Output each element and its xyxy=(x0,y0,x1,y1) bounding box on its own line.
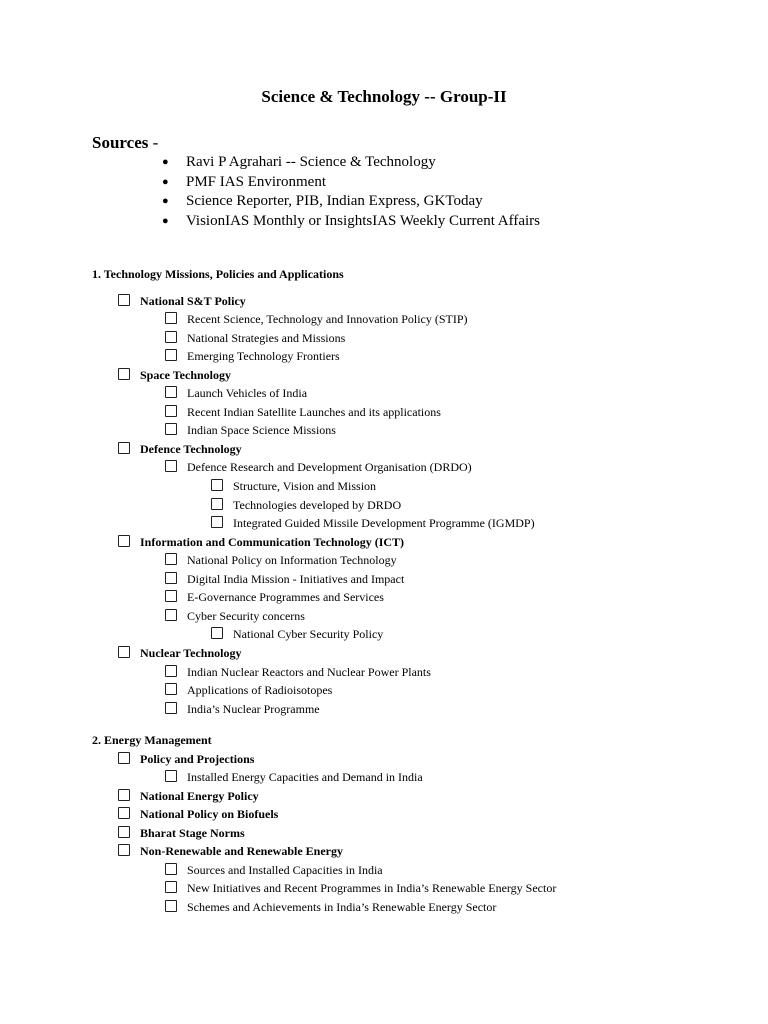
checkbox-icon[interactable] xyxy=(165,881,177,893)
checkbox-icon[interactable] xyxy=(118,646,130,658)
checklist-item xyxy=(165,551,397,569)
checklist-item xyxy=(118,824,245,842)
checklist-item-label: Indian Nuclear Reactors and Nuclear Power Plants xyxy=(187,664,431,679)
checklist-item xyxy=(118,366,231,384)
checkbox-icon[interactable] xyxy=(118,442,130,454)
checklist-item-label: Launch Vehicles of India xyxy=(187,386,308,401)
checklist-item-label: Integrated Guided Missile Development Programme (IGMDP) xyxy=(233,516,535,531)
bullet-icon: ● xyxy=(162,214,169,227)
source-item xyxy=(0,153,540,173)
checkbox-icon[interactable] xyxy=(211,498,223,510)
checklist-item-label: Policy and Projections xyxy=(140,751,255,766)
sources-heading xyxy=(92,133,158,153)
checklist-item xyxy=(118,842,343,860)
checklist-item-label: Sources and Installed Capacities in India xyxy=(187,862,383,877)
checklist-item-label: India’s Nuclear Programme xyxy=(187,701,320,716)
section-heading: 2. Energy Management xyxy=(92,733,212,747)
checkbox-icon[interactable] xyxy=(165,349,177,361)
checkbox-icon[interactable] xyxy=(165,665,177,677)
checklist-item-label: Nuclear Technology xyxy=(140,645,242,660)
source-item xyxy=(0,212,540,232)
checkbox-icon[interactable] xyxy=(165,553,177,565)
checklist-item xyxy=(165,384,307,402)
checklist-item xyxy=(165,861,383,879)
source-item xyxy=(0,192,540,212)
checklist-item xyxy=(118,805,278,823)
bullet-icon: ● xyxy=(162,195,169,207)
checkbox-icon[interactable] xyxy=(165,331,177,343)
checklist-item xyxy=(165,607,305,625)
checkbox-icon[interactable] xyxy=(211,479,223,491)
checklist-item-label: Non-Renewable and Renewable Energy xyxy=(140,844,343,858)
checklist-item xyxy=(165,421,336,439)
checkbox-icon[interactable] xyxy=(118,294,130,306)
checklist-item-label: National Energy Policy xyxy=(140,788,259,803)
checklist-item xyxy=(165,329,345,347)
checklist-item xyxy=(165,403,441,421)
checkbox-icon[interactable] xyxy=(165,460,177,472)
checkbox-icon[interactable] xyxy=(165,683,177,695)
checklist-item-label: Applications of Radioisotopes xyxy=(187,683,333,698)
source-item-text: Ravi P Agrahari -- Science & Technology xyxy=(186,154,436,170)
checklist-item-label: National S&T Policy xyxy=(140,293,246,308)
checkbox-icon[interactable] xyxy=(118,807,130,819)
sources-heading-label: Sources xyxy=(92,133,149,152)
section-heading: 1. Technology Missions, Policies and Applications xyxy=(92,267,344,281)
checklist-item-label: National Policy on Information Technology xyxy=(187,553,397,568)
checklist-item-label: Information and Communication Technology (ICT) xyxy=(140,534,405,549)
checklist-item xyxy=(211,514,535,532)
checklist-item xyxy=(118,750,254,768)
checkbox-icon[interactable] xyxy=(118,752,130,764)
checkbox-icon[interactable] xyxy=(165,572,177,584)
checklist-item-label: Schemes and Achievements in India’s Renewable Energy Sector xyxy=(187,899,497,914)
checklist-item xyxy=(165,768,423,786)
checkbox-icon[interactable] xyxy=(118,789,130,801)
checklist-item-label: Cyber Security concerns xyxy=(187,608,305,623)
checkbox-icon[interactable] xyxy=(211,516,223,528)
checkbox-icon[interactable] xyxy=(165,900,177,912)
checkbox-icon[interactable] xyxy=(165,312,177,324)
checklist-item xyxy=(165,588,384,606)
checklist-item-label: New Initiatives and Recent Programmes in India’s Renewable Energy Sector xyxy=(187,881,557,895)
checklist-item-label: Structure, Vision and Mission xyxy=(233,479,377,493)
checkbox-icon[interactable] xyxy=(211,627,223,639)
checkbox-icon[interactable] xyxy=(165,405,177,417)
checklist-item-label: Space Technology xyxy=(140,367,232,382)
checklist-item-label: Recent Indian Satellite Launches and its applications xyxy=(187,404,441,419)
checkbox-icon[interactable] xyxy=(118,844,130,856)
checklist-item-label: Digital India Mission - Initiatives and Impact xyxy=(187,571,405,586)
checklist-item xyxy=(165,700,320,718)
bullet-icon: ● xyxy=(162,175,169,188)
page-title: Science & Technology -- Group-II xyxy=(261,87,507,106)
checkbox-icon[interactable] xyxy=(165,423,177,435)
checklist-item xyxy=(118,787,259,805)
checkbox-icon[interactable] xyxy=(165,590,177,602)
checklist-item xyxy=(165,310,468,328)
checklist-item-label: Installed Energy Capacities and Demand in India xyxy=(187,770,423,784)
checkbox-icon[interactable] xyxy=(118,535,130,547)
checkbox-icon[interactable] xyxy=(165,702,177,714)
checkbox-icon[interactable] xyxy=(165,863,177,875)
source-item-text: VisionIAS Monthly or InsightsIAS Weekly Current Affairs xyxy=(186,212,540,229)
checklist-item xyxy=(165,879,556,897)
sources-list xyxy=(0,153,540,231)
checkbox-icon[interactable] xyxy=(165,386,177,398)
sources-heading-dash: - xyxy=(148,133,159,152)
checklist-item-label: Bharat Stage Norms xyxy=(140,825,245,840)
checklist-item-label: Defence Technology xyxy=(140,441,242,456)
checklist-item xyxy=(165,347,340,365)
checklist-item-label: National Policy on Biofuels xyxy=(140,807,279,821)
checklist-item-label: Technologies developed by DRDO xyxy=(233,497,402,512)
checklist-item xyxy=(211,625,383,643)
checklist-item-label: National Cyber Security Policy xyxy=(233,627,384,642)
source-item-text: Science Reporter, PIB, Indian Express, GKToday xyxy=(186,193,483,209)
checklist-item-label: National Strategies and Missions xyxy=(187,330,346,345)
checklist-item xyxy=(165,681,332,699)
checklist-item xyxy=(211,477,376,495)
checklist-item xyxy=(118,533,404,551)
checklist-item xyxy=(165,570,404,588)
checklist-item-label: E-Governance Programmes and Services xyxy=(187,590,384,605)
checklist-item-label: Recent Science, Technology and Innovation Policy (STIP) xyxy=(187,312,468,327)
checkbox-icon[interactable] xyxy=(118,826,130,838)
checklist-item xyxy=(118,292,246,310)
checkbox-icon[interactable] xyxy=(165,770,177,782)
checklist-item xyxy=(165,898,496,916)
checklist-item-label: Defence Research and Development Organisation (DRDO) xyxy=(187,460,472,475)
checkbox-icon[interactable] xyxy=(118,368,130,380)
checklist-item xyxy=(165,458,472,476)
source-item xyxy=(0,173,540,193)
checklist-item xyxy=(118,440,242,458)
checklist-item-label: Emerging Technology Frontiers xyxy=(187,349,340,364)
checklist-item-label: Indian Space Science Missions xyxy=(187,423,336,438)
source-item-text: PMF IAS Environment xyxy=(186,173,327,190)
checkbox-icon[interactable] xyxy=(165,609,177,621)
checklist-item xyxy=(118,644,241,662)
checklist-item xyxy=(165,663,431,681)
bullet-icon: ● xyxy=(162,156,169,168)
checklist-item xyxy=(211,496,401,514)
